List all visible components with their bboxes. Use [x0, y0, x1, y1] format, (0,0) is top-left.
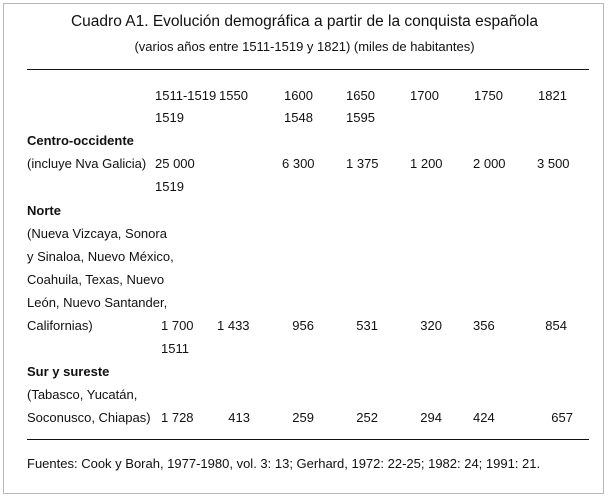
header-year-4: 1650: [346, 88, 375, 103]
cell-value: 531: [356, 318, 378, 333]
cell-value: 1 433: [217, 318, 250, 333]
cell-value: 259: [292, 410, 314, 425]
cell-value: 413: [228, 410, 250, 425]
cell-value: 6 300: [282, 156, 315, 171]
table-title: Cuadro A1. Evolución demográfica a partir de la conquista española: [70, 13, 538, 30]
cell-value: 424: [473, 410, 495, 425]
cell-value: 3 500: [537, 156, 570, 171]
section-name: Norte: [27, 203, 61, 218]
sources-footnote: Fuentes: Cook y Borah, 1977-1980, vol. 3: 13; Gerhard, 1972: 22-25; 1982: 24; 1991: 21.: [27, 456, 541, 471]
section-desc: Californias): [27, 318, 93, 333]
section-desc: (Tabasco, Yucatán,: [27, 387, 138, 402]
cell-value: 956: [292, 318, 314, 333]
section-desc: (Nueva Vizcaya, Sonora: [27, 226, 167, 241]
cell-value: 854: [545, 318, 567, 333]
table-subtitle: (varios años entre 1511-1519 y 1821) (miles de habitantes): [134, 39, 475, 54]
header-year-3: 1600: [284, 88, 313, 103]
section-desc: (incluye Nva Galicia): [27, 156, 147, 171]
header-year-5: 1700: [410, 88, 439, 103]
bottom-rule: [27, 439, 589, 440]
header-sub-3: 1595: [346, 110, 375, 125]
cell-value: 25 000: [155, 156, 195, 171]
section-name: Sur y sureste: [27, 364, 110, 379]
section-desc: y Sinaloa, Nuevo México,: [27, 249, 174, 264]
header-year-6: 1750: [474, 88, 503, 103]
cell-value: 1 200: [410, 156, 443, 171]
cell-value: 1 728: [161, 410, 194, 425]
cell-value: 356: [473, 318, 495, 333]
header-year-1: 1511-1519: [155, 88, 217, 103]
header-sub-1: 1519: [155, 110, 184, 125]
section-desc: León, Nuevo Santander,: [27, 295, 168, 310]
cell-value: 1 375: [346, 156, 379, 171]
cell-note: 1519: [155, 179, 184, 194]
cell-value: 320: [420, 318, 442, 333]
cell-note: 1511: [161, 341, 189, 356]
top-rule: [27, 69, 589, 70]
section-desc: Soconusco, Chiapas): [27, 410, 151, 425]
cell-value: 1 700: [161, 318, 194, 333]
section-name: Centro-occidente: [27, 133, 134, 148]
cell-value: 294: [420, 410, 442, 425]
cell-value: 657: [551, 410, 573, 425]
cell-value: 252: [356, 410, 378, 425]
section-desc: Coahuila, Texas, Nuevo: [27, 272, 165, 287]
header-sub-2: 1548: [284, 110, 313, 125]
header-year-2: 1550: [219, 88, 248, 103]
header-year-7: 1821: [538, 88, 567, 103]
cell-value: 2 000: [473, 156, 506, 171]
